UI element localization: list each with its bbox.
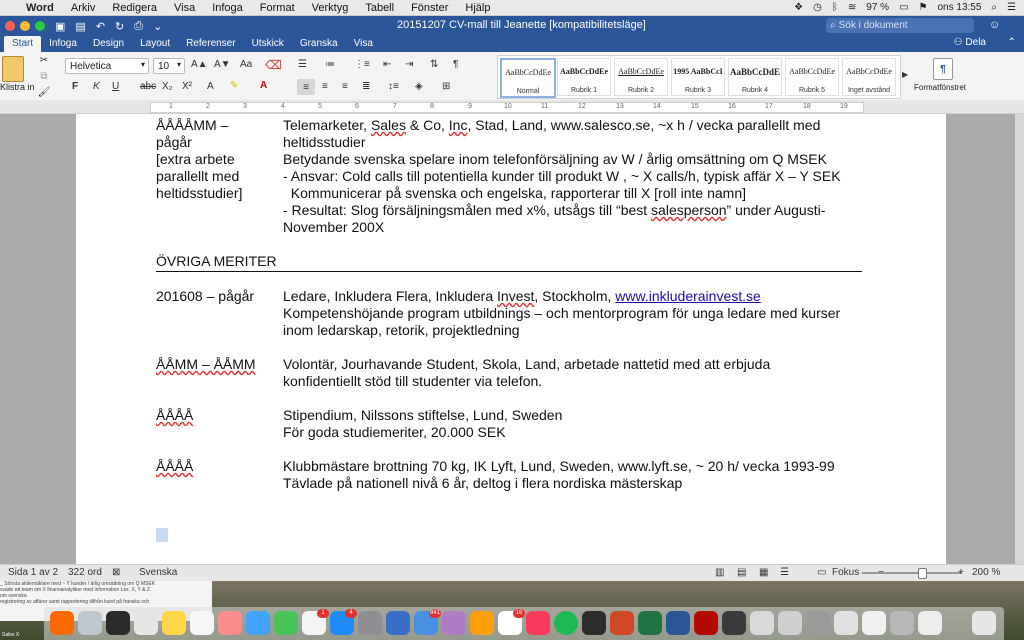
language-label[interactable]: Svenska xyxy=(139,567,178,578)
menu-tabell[interactable]: Tabell xyxy=(365,1,395,14)
menu-verktyg[interactable]: Verktyg xyxy=(311,1,349,14)
job-date-line-5: heltidsstudier] xyxy=(156,185,243,201)
downloads-stack-icon[interactable] xyxy=(750,611,774,635)
battery-text[interactable]: 97 % xyxy=(866,2,890,13)
thumb-line: registrering av affärer samt rapportering tillfrån kund på franska och xyxy=(0,599,150,605)
dock xyxy=(44,607,1004,640)
thumb-line: om svenska xyxy=(0,593,27,599)
tab-design[interactable]: Design xyxy=(92,38,125,49)
merit-1-line-2: Kompetenshöjande program utbildnings – och mentorprogram för unga ledare med kurser xyxy=(283,305,841,321)
status-bar xyxy=(0,564,1024,581)
merit-2-date: ÅÅMM – ÅÅMM xyxy=(156,356,256,372)
close-window-icon[interactable] xyxy=(5,21,15,31)
grow-font-icon[interactable]: A▲ xyxy=(191,59,208,70)
zoom-slider[interactable] xyxy=(862,572,962,574)
document-page[interactable] xyxy=(76,114,946,564)
ruler-number: 1 xyxy=(169,103,173,110)
style-name: Rubrik 3 xyxy=(684,87,712,94)
folder-stack-icon[interactable] xyxy=(834,611,858,635)
activity-monitor-icon[interactable] xyxy=(106,611,130,635)
menu-arkiv[interactable]: Arkiv xyxy=(70,1,96,14)
print-icon[interactable]: ⎙ xyxy=(134,19,144,32)
stack-icon[interactable] xyxy=(890,611,914,635)
customize-icon[interactable]: ⌄ xyxy=(153,20,163,33)
style-rubrik-1[interactable] xyxy=(557,58,611,96)
print-layout-icon[interactable]: ▥ xyxy=(715,567,725,578)
share-button[interactable] xyxy=(954,37,986,48)
ruler-number: 17 xyxy=(765,103,773,110)
bluetooth-icon[interactable]: ᛒ xyxy=(831,2,838,13)
trash-icon[interactable] xyxy=(972,611,996,635)
photos-icon[interactable] xyxy=(218,611,242,635)
style-rubrik-2[interactable] xyxy=(614,58,668,96)
document-title: 20151207 CV-mall till Jeanette [kompatibilitetsläge] xyxy=(397,19,646,31)
ruler-number: 7 xyxy=(393,103,397,110)
style-normal[interactable] xyxy=(500,58,556,98)
style-name: Rubrik 1 xyxy=(570,87,598,94)
ruler-number: 5 xyxy=(318,103,322,110)
style-name: Normal xyxy=(516,88,540,95)
redo-icon[interactable]: ↻ xyxy=(115,20,125,33)
badge-count: 4 xyxy=(345,609,357,618)
align-center-button[interactable]: ≡ xyxy=(322,81,328,92)
superscript-button[interactable]: X² xyxy=(182,81,192,92)
word-window-thumbnail[interactable] xyxy=(806,611,830,635)
job-date-line-4: parallellt med xyxy=(156,168,240,184)
style-sample: AaBbCcDdEe xyxy=(559,67,608,76)
multilevel-list-icon[interactable]: ⋮≡ xyxy=(354,59,370,70)
merit-4-line-2: Tävlade på nationell nivå 6 år, deltog i flera nordiska mästerskap xyxy=(283,475,683,491)
align-right-button[interactable]: ≡ xyxy=(342,81,348,92)
merit-1-line-1: Ledare, Inkludera Flera, Inkludera Invest, Stockholm, www.inkluderainvest.se xyxy=(283,288,761,304)
podcasts-icon[interactable] xyxy=(442,611,466,635)
ruler-number: 16 xyxy=(728,103,736,110)
style-sample: AaBbCcDdE xyxy=(729,67,780,77)
sidebar-icon[interactable]: ▣ xyxy=(55,20,66,33)
format-painter-icon[interactable]: 🖌 xyxy=(37,86,51,98)
change-case-icon[interactable]: Aa xyxy=(240,59,253,70)
merit-4-date: ÅÅÅÅ xyxy=(156,458,194,474)
search-placeholder: Sök i dokument xyxy=(838,20,908,31)
ruler-number: 11 xyxy=(541,103,549,110)
pages-thumbnail-icon[interactable] xyxy=(862,611,886,635)
paste-label[interactable]: Klistra in xyxy=(0,82,35,92)
line-spacing-icon[interactable]: ↕≡ xyxy=(388,81,399,92)
job-text-line-6: - Resultat: Slog försäljningsmålen med x%, utsågs till “best salesperson” under Augusti- xyxy=(283,202,826,218)
menu-hjalp[interactable]: Hjälp xyxy=(465,1,491,14)
clock-icon[interactable]: ◷ xyxy=(813,2,822,13)
align-left-button[interactable]: ≡ xyxy=(297,79,315,95)
thumb-line: _ Största aktiemäklare med ~ Y kunder / årlig omsättning om Q MSEK xyxy=(0,581,156,587)
text-selection xyxy=(156,528,168,542)
terminal-icon[interactable] xyxy=(722,611,746,635)
menu-visa[interactable]: Visa xyxy=(174,1,196,14)
tab-utskick[interactable]: Utskick xyxy=(251,38,284,49)
style-name: Rubrik 5 xyxy=(798,87,826,94)
merit-2-line-2: konfidentiellt stöd till studenter via telefon. xyxy=(283,373,543,389)
style-rubrik-4[interactable] xyxy=(728,58,782,96)
ruler-number: 12 xyxy=(578,103,586,110)
save-icon[interactable]: ▤ xyxy=(75,20,86,33)
zoom-level[interactable]: 200 % xyxy=(972,567,1001,578)
merit-4-line-1: Klubbmästare brottning 70 kg, IK Lyft, Lund, Sweden, www.lyft.se, ~ 20 h/ vecka 1993-99 xyxy=(283,458,835,474)
ruler-number: 13 xyxy=(616,103,624,110)
launchpad-icon[interactable] xyxy=(78,611,102,635)
job-text-line-7: November 200X xyxy=(283,219,385,235)
undo-icon[interactable]: ↶ xyxy=(95,20,106,33)
job-date-line-1: ÅÅÅÅMM – xyxy=(156,117,229,133)
badge-count: 841 xyxy=(429,610,440,616)
dropbox-icon[interactable]: ❖ xyxy=(794,2,804,13)
menu-redigera[interactable]: Redigera xyxy=(112,1,157,14)
job-text-line-2: heltidsstudier xyxy=(283,134,366,150)
tab-granska[interactable]: Granska xyxy=(299,38,338,49)
menu-app-name[interactable]: Word xyxy=(26,1,54,14)
menu-fonster[interactable]: Fönster xyxy=(411,1,449,14)
styles-pane-icon[interactable]: ¶ xyxy=(933,58,953,80)
tab-visa[interactable]: Visa xyxy=(353,38,373,49)
style-sample: AaBbCcDdEe xyxy=(618,67,664,76)
font-size-value: 10 xyxy=(158,60,170,72)
job-text-line-1: Telemarketer, Sales & Co, Inc, Stad, Land, www.salesco.se, ~x h / vecka parallellt med xyxy=(283,117,821,133)
tab-referenser[interactable]: Referenser xyxy=(186,38,236,49)
system-preferences-icon[interactable] xyxy=(358,611,382,635)
show-formatting-icon[interactable]: ¶ xyxy=(453,59,459,70)
collapse-ribbon-icon[interactable]: ⌃ xyxy=(1007,37,1016,48)
reminders-icon[interactable] xyxy=(190,611,214,635)
quick-access-toolbar xyxy=(55,20,162,33)
clear-format-icon[interactable]: ⌫ xyxy=(265,58,282,72)
focus-icon[interactable]: ▭ xyxy=(817,567,827,578)
tab-start[interactable]: Start xyxy=(4,36,41,52)
ibooks-icon[interactable] xyxy=(470,611,494,635)
badge-count: 1 xyxy=(317,609,329,618)
subscript-button[interactable]: X₂ xyxy=(162,81,173,92)
vertical-scrollbar[interactable] xyxy=(1015,114,1024,564)
style-sample: AaBbCcDdEe xyxy=(789,67,835,76)
ribbon-tabs xyxy=(0,36,1024,52)
document-stack-icon[interactable] xyxy=(918,611,942,635)
increase-indent-icon[interactable]: ⇥ xyxy=(405,59,414,70)
merit-1-date: 201608 – pågår xyxy=(156,288,255,304)
documents-stack-icon[interactable] xyxy=(778,611,802,635)
job-text-line-5: Kommunicerar på svenska och engelska, rapporterar till X [roll inte namn] xyxy=(283,185,746,201)
shading-icon[interactable]: ◈ xyxy=(415,81,423,92)
style-sample: AaBbCcDdEe xyxy=(846,67,892,76)
justify-button[interactable]: ≣ xyxy=(362,81,371,92)
facetime-icon[interactable] xyxy=(274,611,298,635)
font-name-value: Helvetica xyxy=(70,60,112,72)
bullets-icon[interactable]: ☰ xyxy=(298,59,307,70)
notes-icon[interactable] xyxy=(162,611,186,635)
job-text-line-4: - Ansvar: Cold calls till potentiella kunder till produkt W , ~ X calls/h, typisk affär X – Y SEK xyxy=(283,168,841,184)
numbering-icon[interactable]: ≔ xyxy=(325,59,335,70)
badge-count: 16 xyxy=(513,609,525,618)
word-icon[interactable] xyxy=(666,611,690,635)
bold-button[interactable]: F xyxy=(72,81,79,92)
desktop xyxy=(0,581,1024,640)
ruler-number: 3 xyxy=(243,103,247,110)
web-layout-icon[interactable]: ▦ xyxy=(759,567,769,578)
contacts-icon[interactable] xyxy=(302,611,326,635)
ruler-number: 2 xyxy=(206,103,210,110)
outline-icon[interactable]: ☰ xyxy=(780,567,789,578)
focus-label[interactable]: Fokus xyxy=(832,567,860,578)
ruler-number: 9 xyxy=(468,103,472,110)
inkluderainvest-link[interactable]: www.inkluderainvest.se xyxy=(615,288,761,304)
borders-icon[interactable]: ⊞ xyxy=(442,81,451,92)
chevron-down-icon: ▾ xyxy=(176,60,181,69)
copy-icon[interactable]: ⧉ xyxy=(40,70,48,82)
styles-gallery xyxy=(497,55,901,99)
style-sample: AaBbCcDdEe xyxy=(505,68,551,77)
ruler-number: 8 xyxy=(430,103,434,110)
page-count[interactable]: Sida 1 av 2 xyxy=(8,567,59,578)
highlight-icon[interactable]: ✎ xyxy=(230,80,239,91)
decrease-indent-icon[interactable]: ⇤ xyxy=(383,59,392,70)
chevron-down-icon: ▾ xyxy=(140,60,145,69)
font-name-combo[interactable] xyxy=(65,58,149,74)
itunes-icon[interactable] xyxy=(526,611,550,635)
ruler-number: 4 xyxy=(281,103,285,110)
style-name: Inget avstånd xyxy=(847,87,891,94)
search-document-input[interactable] xyxy=(826,18,974,33)
excel-icon[interactable] xyxy=(638,611,662,635)
calendar-date-icon[interactable] xyxy=(498,611,522,635)
add-person-icon: ⚇ xyxy=(953,37,966,48)
merit-3-date: ÅÅÅÅ xyxy=(156,407,194,423)
font-color-icon[interactable]: A xyxy=(260,80,268,91)
clock-text[interactable]: ons 13:55 xyxy=(937,2,982,13)
powerpoint-icon[interactable] xyxy=(610,611,634,635)
sort-icon[interactable]: ⇅ xyxy=(430,59,439,70)
zoom-in-icon[interactable]: + xyxy=(958,567,964,578)
share-label: Dela xyxy=(965,37,986,48)
merit-3-line-2: För goda studiemeriter, 20.000 SEK xyxy=(283,424,506,440)
ruler-number: 15 xyxy=(691,103,699,110)
ruler-track xyxy=(150,102,864,113)
ruler-number: 18 xyxy=(803,103,811,110)
style-rubrik-5[interactable] xyxy=(785,58,839,96)
styles-pane-label[interactable]: Formatfönstret xyxy=(914,83,967,92)
spotify-icon[interactable] xyxy=(554,611,578,635)
horizontal-ruler[interactable] xyxy=(0,100,1024,114)
minimize-window-icon[interactable] xyxy=(20,21,30,31)
wifi-icon[interactable]: ≋ xyxy=(847,2,857,13)
gallery-more-icon[interactable]: ▶ xyxy=(902,70,909,79)
zoom-slider-handle[interactable] xyxy=(918,568,927,579)
proofing-icon[interactable]: ⊠ xyxy=(112,567,121,578)
zoom-window-icon[interactable] xyxy=(35,21,45,31)
menu-format[interactable]: Format xyxy=(259,1,295,14)
merit-3-line-1: Stipendium, Nilssons stiftelse, Lund, Sweden xyxy=(283,407,563,423)
mac-menu-bar xyxy=(0,0,1024,16)
job-date-line-2: pågår xyxy=(156,134,192,150)
mail-icon[interactable] xyxy=(414,611,438,635)
messages-icon[interactable] xyxy=(246,611,270,635)
italic-button[interactable]: K xyxy=(93,81,100,92)
tab-infoga[interactable]: Infoga xyxy=(49,38,77,49)
merit-2-line-1: Volontär, Jourhavande Student, Skola, Land, arbetade nattetid med att erbjuda xyxy=(283,356,771,372)
word-count[interactable]: 322 ord xyxy=(68,567,102,578)
calendar-icon[interactable] xyxy=(134,611,158,635)
style-inget-avstand[interactable] xyxy=(842,58,896,96)
paste-icon[interactable] xyxy=(2,56,24,82)
search-icon: ⌕ xyxy=(830,20,836,31)
merit-1-line-3: inom ledarskap, retorik, projektledning xyxy=(283,322,520,338)
tab-layout[interactable]: Layout xyxy=(140,38,171,49)
style-rubrik-3[interactable] xyxy=(671,58,725,96)
spotlight-icon[interactable]: ⌕ xyxy=(991,2,998,13)
skype-icon[interactable] xyxy=(582,611,606,635)
section-divider xyxy=(156,271,862,272)
ruler-number: 19 xyxy=(840,103,848,110)
desktop-file-label[interactable]: Sales X xyxy=(2,632,20,638)
ruler-number: 14 xyxy=(653,103,661,110)
section-heading: ÖVRIGA MERITER xyxy=(156,253,277,269)
ribbon-home xyxy=(0,52,1024,101)
job-date-line-3: [extra arbete xyxy=(156,151,235,167)
text-effects-icon[interactable]: A xyxy=(207,81,214,92)
document-area xyxy=(0,114,1024,564)
underline-button[interactable]: U xyxy=(112,81,120,92)
thumb-line: svade ett team om X finansanalytiker med information t.ex. X, Y & Z. xyxy=(0,587,152,593)
style-name: Rubrik 2 xyxy=(627,87,655,94)
battery-icon[interactable]: ▭ xyxy=(899,2,909,13)
window-title-bar xyxy=(0,16,1024,36)
ruler-number: 6 xyxy=(355,103,359,110)
acrobat-icon[interactable] xyxy=(694,611,718,635)
menu-infoga[interactable]: Infoga xyxy=(212,1,243,14)
app-store-icon[interactable] xyxy=(330,611,354,635)
cut-icon[interactable]: ✂ xyxy=(39,54,49,66)
strikethrough-button[interactable]: abc xyxy=(140,81,157,92)
style-sample: 1995 AaBbCcI xyxy=(673,67,723,76)
preview-icon[interactable] xyxy=(386,611,410,635)
firefox-icon[interactable] xyxy=(50,611,74,635)
user-icon[interactable]: ☺ xyxy=(989,19,1001,31)
ruler-number: 10 xyxy=(504,103,512,110)
job-text-line-3: Betydande svenska spelare inom telefonförsäljning av W / årlig omsättning om Q MSEK xyxy=(283,151,827,167)
style-name: Rubrik 4 xyxy=(741,87,769,94)
flag-icon[interactable]: ⚑ xyxy=(918,2,928,13)
menu-extras xyxy=(794,0,1016,15)
focus-view-icon[interactable]: ▤ xyxy=(737,567,747,578)
font-size-combo[interactable] xyxy=(153,58,185,74)
list-icon[interactable]: ☰ xyxy=(1007,2,1016,13)
shrink-font-icon[interactable]: A▼ xyxy=(214,59,231,70)
